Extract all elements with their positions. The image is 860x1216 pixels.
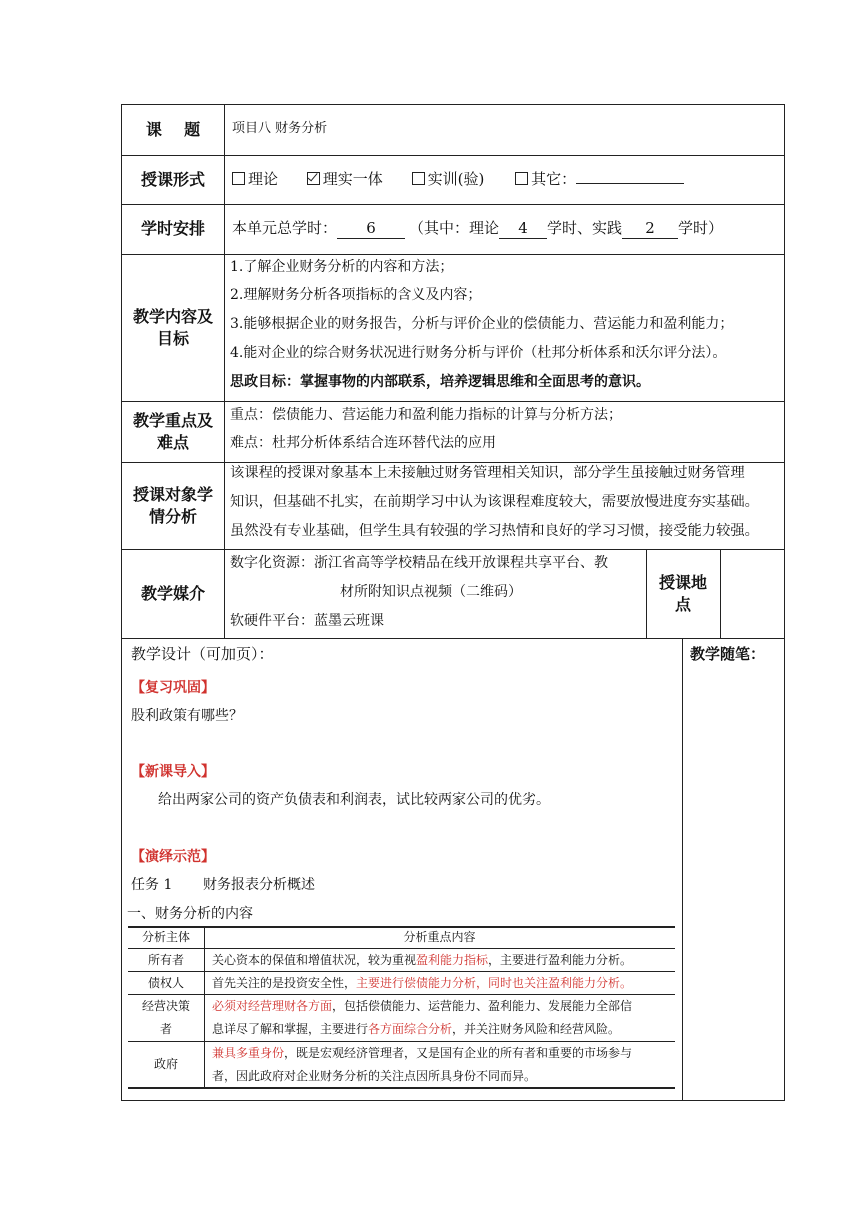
table-row-content: 首先关注的是投资安全性，主要进行偿债能力分析，同时也关注盈利能力分析。 — [212, 976, 633, 990]
key-points-label: 教学重点及难点 — [132, 410, 213, 452]
form-option-practical[interactable]: 实训(验) — [412, 170, 485, 188]
location-label: 授课地点 — [658, 572, 707, 614]
students-line-2: 知识，但基础不扎实，在前期学习中认为该课程难度较大，需要放慢进度夯实基础。 — [230, 494, 759, 510]
checkbox-icon — [412, 172, 425, 185]
media-line-2: 材所附知识点视频（二维码） — [340, 584, 522, 600]
topic-label: 课 题 — [145, 119, 201, 139]
notes-title: 教学随笔： — [690, 645, 766, 663]
content-goals-label: 教学内容及目标 — [132, 306, 213, 348]
intro-text: 给出两家公司的资产负债表和利润表，试比较两家公司的优劣。 — [158, 792, 550, 808]
content-item-4: 4.能对企业的综合财务状况进行财务分析与评价（杜邦分析体系和沃尔评分法）。 — [230, 345, 727, 361]
topic-value: 项目八 财务分析 — [232, 121, 328, 136]
task-label: 任务 1 — [131, 877, 173, 893]
form-option-other[interactable]: 其它： — [515, 170, 684, 188]
intro-heading: 【新课导入】 — [131, 764, 215, 780]
checkbox-icon — [232, 172, 245, 185]
table-row-content: 兼具多重身份，既是宏观经济管理者，又是国有企业的所有者和重要的市场参与 者，因此政府对企业财务分析的关注点因所具身份不同而异。 — [212, 1046, 633, 1083]
key-point: 重点：偿债能力、营运能力和盈利能力指标的计算与分析方法； — [230, 407, 622, 423]
ideology-goal: 思政目标：掌握事物的内部联系，培养逻辑思维和全面思考的意识。 — [230, 374, 650, 390]
difficulty: 难点：杜邦分析体系结合连环替代法的应用 — [230, 435, 496, 451]
review-heading: 【复习巩固】 — [131, 680, 215, 696]
form-option-integrated[interactable]: 理实一体 — [307, 170, 383, 188]
table-row-subject: 政府 — [153, 1057, 178, 1071]
table-row-subject: 经营决策 者 — [141, 999, 190, 1036]
col-focus-header: 分析重点内容 — [403, 930, 476, 944]
review-text: 股利政策有哪些？ — [131, 708, 243, 724]
total-hours: 6 — [337, 218, 405, 239]
media-line-1: 数字化资源：浙江省高等学校精品在线开放课程共享平台、教 — [230, 555, 608, 571]
students-line-3: 虽然没有专业基础，但学生具有较强的学习热情和良好的学习习惯，接受能力较强。 — [230, 523, 759, 539]
demo-heading: 【演绎示范】 — [131, 849, 215, 865]
table-row-content: 必须对经营理财各方面，包括偿债能力、运营能力、盈利能力、发展能力全部信 息详尽了解和掌握，主要进行各方面综合分析，并关注财务风险和经营风险。 — [212, 999, 633, 1036]
hours-value: 本单元总学时： 6 （其中：理论 4 学时、实践 2 学时） — [232, 219, 724, 237]
students-line-1: 该课程的授课对象基本上未接触过财务管理相关知识，部分学生虽接触过财务管理 — [230, 465, 745, 481]
other-blank[interactable] — [576, 169, 684, 184]
content-item-3: 3.能够根据企业的财务报告，分析与评价企业的偿债能力、营运能力和盈利能力； — [230, 316, 734, 332]
table-row-subject: 债权人 — [147, 976, 184, 990]
col-subject-header: 分析主体 — [141, 930, 190, 944]
practice-hours: 2 — [622, 218, 678, 239]
content-item-2: 2.理解财务分析各项指标的含义及内容； — [230, 287, 482, 303]
task-title: 财务报表分析概述 — [203, 877, 315, 893]
table-row-content: 关心资本的保值和增值状况，较为重视盈利能力指标，主要进行盈利能力分析。 — [212, 953, 633, 967]
checkbox-checked-icon — [307, 172, 320, 185]
checkbox-icon — [515, 172, 528, 185]
hours-label: 学时安排 — [140, 219, 205, 239]
section-title: 一、财务分析的内容 — [127, 906, 253, 922]
media-label: 教学媒介 — [140, 583, 205, 603]
design-title: 教学设计（可加页）： — [131, 645, 274, 663]
table-row-subject: 所有者 — [147, 953, 184, 967]
teaching-form-options — [232, 169, 684, 189]
content-item-1: 1.了解企业财务分析的内容和方法； — [230, 259, 454, 275]
theory-hours: 4 — [499, 218, 547, 239]
teaching-form-label: 授课形式 — [140, 169, 205, 189]
media-line-3: 软硬件平台：蓝墨云班课 — [230, 613, 384, 629]
form-option-theory[interactable]: 理论 — [232, 170, 278, 188]
students-label: 授课对象学情分析 — [132, 484, 213, 526]
